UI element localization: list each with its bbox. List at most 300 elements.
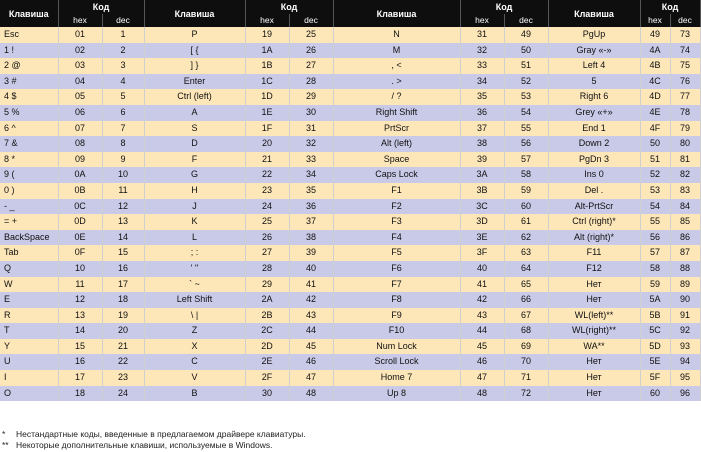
dec-code-cell: 49	[504, 27, 548, 43]
dec-code-cell: 33	[289, 152, 333, 168]
hex-code-cell: 38	[460, 136, 504, 152]
hex-code-cell: 5E	[640, 354, 670, 370]
dec-code-cell: 79	[670, 121, 700, 137]
hex-code-cell: 20	[245, 136, 289, 152]
key-name-cell: , <	[333, 58, 460, 74]
dec-code-cell: 42	[289, 292, 333, 308]
key-name-cell: 7 &	[0, 136, 58, 152]
hex-code-cell: 43	[460, 308, 504, 324]
key-name-cell: F9	[333, 308, 460, 324]
hex-code-cell: 13	[58, 308, 102, 324]
dec-code-cell: 86	[670, 230, 700, 246]
hex-code-cell: 5B	[640, 308, 670, 324]
table-row	[0, 277, 700, 293]
key-name-cell: 5	[548, 74, 640, 90]
table-row	[0, 370, 700, 386]
key-name-cell: F3	[333, 214, 460, 230]
key-name-cell: - _	[0, 199, 58, 215]
key-name-cell: V	[144, 370, 245, 386]
dec-code-cell: 59	[504, 183, 548, 199]
hex-code-cell: 19	[245, 27, 289, 43]
table-body	[0, 27, 700, 401]
table-row	[0, 386, 700, 402]
hex-code-cell: 42	[460, 292, 504, 308]
dec-code-cell: 5	[102, 89, 144, 105]
hex-column-header: hex	[58, 14, 102, 27]
dec-code-cell: 66	[504, 292, 548, 308]
hex-code-cell: 34	[460, 74, 504, 90]
hex-code-cell: 04	[58, 74, 102, 90]
table-row	[0, 308, 700, 324]
key-name-cell: L	[144, 230, 245, 246]
key-name-cell: C	[144, 354, 245, 370]
dec-code-cell: 10	[102, 167, 144, 183]
hex-code-cell: 06	[58, 105, 102, 121]
hex-code-cell: 39	[460, 152, 504, 168]
hex-code-cell: 01	[58, 27, 102, 43]
dec-column-header: dec	[289, 14, 333, 27]
dec-code-cell: 29	[289, 89, 333, 105]
key-name-cell: F2	[333, 199, 460, 215]
hex-code-cell: 1F	[245, 121, 289, 137]
hex-code-cell: 0A	[58, 167, 102, 183]
dec-code-cell: 47	[289, 370, 333, 386]
hex-code-cell: 22	[245, 167, 289, 183]
dec-code-cell: 21	[102, 339, 144, 355]
dec-code-cell: 1	[102, 27, 144, 43]
table-row	[0, 261, 700, 277]
table-row	[0, 89, 700, 105]
key-name-cell: Ctrl (left)	[144, 89, 245, 105]
hex-code-cell: 14	[58, 323, 102, 339]
hex-code-cell: 25	[245, 214, 289, 230]
dec-code-cell: 88	[670, 261, 700, 277]
key-name-cell: 1 !	[0, 43, 58, 59]
key-name-cell: J	[144, 199, 245, 215]
dec-code-cell: 9	[102, 152, 144, 168]
hex-code-cell: 48	[460, 386, 504, 402]
dec-code-cell: 57	[504, 152, 548, 168]
dec-code-cell: 41	[289, 277, 333, 293]
key-name-cell: M	[333, 43, 460, 59]
dec-code-cell: 20	[102, 323, 144, 339]
dec-code-cell: 64	[504, 261, 548, 277]
hex-column-header: hex	[245, 14, 289, 27]
key-name-cell: P	[144, 27, 245, 43]
key-name-cell: 2 @	[0, 58, 58, 74]
hex-code-cell: 0C	[58, 199, 102, 215]
hex-code-cell: 37	[460, 121, 504, 137]
dec-code-cell: 93	[670, 339, 700, 355]
hex-code-cell: 46	[460, 354, 504, 370]
dec-code-cell: 6	[102, 105, 144, 121]
key-name-cell: Alt (left)	[333, 136, 460, 152]
dec-code-cell: 18	[102, 292, 144, 308]
key-name-cell: Alt (right)*	[548, 230, 640, 246]
key-name-cell: Left 4	[548, 58, 640, 74]
dec-code-cell: 58	[504, 167, 548, 183]
key-name-cell: Home 7	[333, 370, 460, 386]
dec-code-cell: 55	[504, 121, 548, 137]
table-header	[0, 0, 700, 27]
hex-code-cell: 4A	[640, 43, 670, 59]
table-row	[0, 74, 700, 90]
hex-code-cell: 31	[460, 27, 504, 43]
key-name-cell: Right 6	[548, 89, 640, 105]
hex-code-cell: 3B	[460, 183, 504, 199]
key-name-cell: 9 (	[0, 167, 58, 183]
hex-code-cell: 3D	[460, 214, 504, 230]
hex-code-cell: 18	[58, 386, 102, 402]
dec-code-cell: 80	[670, 136, 700, 152]
key-name-cell: T	[0, 323, 58, 339]
hex-code-cell: 4C	[640, 74, 670, 90]
dec-code-cell: 26	[289, 43, 333, 59]
hex-code-cell: 08	[58, 136, 102, 152]
hex-code-cell: 54	[640, 199, 670, 215]
key-name-cell: PrtScr	[333, 121, 460, 137]
hex-code-cell: 27	[245, 245, 289, 261]
key-name-cell: Del .	[548, 183, 640, 199]
dec-code-cell: 54	[504, 105, 548, 121]
key-name-cell: F11	[548, 245, 640, 261]
hex-code-cell: 12	[58, 292, 102, 308]
hex-code-cell: 03	[58, 58, 102, 74]
table-row	[0, 354, 700, 370]
hex-code-cell: 21	[245, 152, 289, 168]
key-name-cell: WA**	[548, 339, 640, 355]
code-column-header: Код	[245, 0, 333, 14]
hex-column-header: hex	[460, 14, 504, 27]
table-row	[0, 339, 700, 355]
dec-code-cell: 45	[289, 339, 333, 355]
hex-code-cell: 07	[58, 121, 102, 137]
key-name-cell: E	[0, 292, 58, 308]
hex-code-cell: 28	[245, 261, 289, 277]
hex-code-cell: 24	[245, 199, 289, 215]
hex-code-cell: 17	[58, 370, 102, 386]
dec-code-cell: 7	[102, 121, 144, 137]
hex-code-cell: 51	[640, 152, 670, 168]
dec-code-cell: 90	[670, 292, 700, 308]
key-name-cell: Нет	[548, 386, 640, 402]
table-row	[0, 167, 700, 183]
hex-code-cell: 2D	[245, 339, 289, 355]
key-name-cell: W	[0, 277, 58, 293]
key-name-cell: F1	[333, 183, 460, 199]
key-name-cell: BackSpace	[0, 230, 58, 246]
table-row	[0, 105, 700, 121]
dec-code-cell: 67	[504, 308, 548, 324]
hex-code-cell: 3A	[460, 167, 504, 183]
footnote-mark: **	[2, 440, 9, 450]
hex-code-cell: 57	[640, 245, 670, 261]
dec-code-cell: 89	[670, 277, 700, 293]
key-name-cell: Scroll Lock	[333, 354, 460, 370]
hex-code-cell: 5F	[640, 370, 670, 386]
dec-code-cell: 23	[102, 370, 144, 386]
hex-code-cell: 50	[640, 136, 670, 152]
dec-code-cell: 53	[504, 89, 548, 105]
hex-code-cell: 47	[460, 370, 504, 386]
hex-code-cell: 2F	[245, 370, 289, 386]
dec-code-cell: 78	[670, 105, 700, 121]
key-name-cell: Gray «-»	[548, 43, 640, 59]
hex-code-cell: 4D	[640, 89, 670, 105]
key-name-cell: ' "	[144, 261, 245, 277]
key-name-cell: U	[0, 354, 58, 370]
dec-code-cell: 8	[102, 136, 144, 152]
dec-code-cell: 30	[289, 105, 333, 121]
dec-code-cell: 87	[670, 245, 700, 261]
key-column-header: Клавиша	[548, 0, 640, 27]
key-name-cell: ; :	[144, 245, 245, 261]
hex-code-cell: 3C	[460, 199, 504, 215]
dec-code-cell: 61	[504, 214, 548, 230]
dec-code-cell: 48	[289, 386, 333, 402]
hex-code-cell: 0E	[58, 230, 102, 246]
dec-code-cell: 2	[102, 43, 144, 59]
key-name-cell: F12	[548, 261, 640, 277]
key-name-cell: Q	[0, 261, 58, 277]
table-row	[0, 121, 700, 137]
hex-code-cell: 1B	[245, 58, 289, 74]
key-name-cell: Space	[333, 152, 460, 168]
footnote-text: Нестандартные коды, введенные в предлагаемом драйвере клавиатуры.	[16, 429, 306, 439]
hex-code-cell: 2A	[245, 292, 289, 308]
dec-code-cell: 72	[504, 386, 548, 402]
dec-code-cell: 28	[289, 74, 333, 90]
hex-code-cell: 56	[640, 230, 670, 246]
hex-code-cell: 11	[58, 277, 102, 293]
dec-code-cell: 82	[670, 167, 700, 183]
hex-code-cell: 59	[640, 277, 670, 293]
key-name-cell: Y	[0, 339, 58, 355]
hex-code-cell: 45	[460, 339, 504, 355]
key-name-cell: 5 %	[0, 105, 58, 121]
key-name-cell: ] }	[144, 58, 245, 74]
key-column-header: Клавиша	[333, 0, 460, 27]
key-name-cell: G	[144, 167, 245, 183]
dec-code-cell: 91	[670, 308, 700, 324]
dec-code-cell: 96	[670, 386, 700, 402]
key-name-cell: 4 $	[0, 89, 58, 105]
key-name-cell: Tab	[0, 245, 58, 261]
hex-code-cell: 40	[460, 261, 504, 277]
hex-code-cell: 02	[58, 43, 102, 59]
dec-code-cell: 84	[670, 199, 700, 215]
dec-column-header: dec	[670, 14, 700, 27]
key-name-cell: Num Lock	[333, 339, 460, 355]
dec-code-cell: 39	[289, 245, 333, 261]
key-name-cell: F7	[333, 277, 460, 293]
hex-code-cell: 30	[245, 386, 289, 402]
hex-code-cell: 33	[460, 58, 504, 74]
dec-code-cell: 50	[504, 43, 548, 59]
key-name-cell: A	[144, 105, 245, 121]
key-name-cell: Alt-PrtScr	[548, 199, 640, 215]
key-name-cell: ` ~	[144, 277, 245, 293]
key-name-cell: H	[144, 183, 245, 199]
dec-code-cell: 25	[289, 27, 333, 43]
dec-code-cell: 51	[504, 58, 548, 74]
key-name-cell: \ |	[144, 308, 245, 324]
hex-code-cell: 58	[640, 261, 670, 277]
key-name-cell: / ?	[333, 89, 460, 105]
dec-code-cell: 94	[670, 354, 700, 370]
footnote	[2, 429, 638, 440]
dec-code-cell: 56	[504, 136, 548, 152]
key-name-cell: 6 ^	[0, 121, 58, 137]
hex-code-cell: 5D	[640, 339, 670, 355]
dec-code-cell: 27	[289, 58, 333, 74]
table-row	[0, 245, 700, 261]
hex-code-cell: 23	[245, 183, 289, 199]
key-name-cell: R	[0, 308, 58, 324]
dec-code-cell: 35	[289, 183, 333, 199]
key-name-cell: Up 8	[333, 386, 460, 402]
dec-code-cell: 34	[289, 167, 333, 183]
hex-code-cell: 10	[58, 261, 102, 277]
dec-code-cell: 17	[102, 277, 144, 293]
table-row	[0, 214, 700, 230]
hex-code-cell: 05	[58, 89, 102, 105]
dec-code-cell: 32	[289, 136, 333, 152]
hex-code-cell: 53	[640, 183, 670, 199]
hex-code-cell: 4B	[640, 58, 670, 74]
footnote-mark: *	[2, 429, 6, 439]
hex-code-cell: 1D	[245, 89, 289, 105]
key-name-cell: F4	[333, 230, 460, 246]
table-row	[0, 58, 700, 74]
dec-code-cell: 44	[289, 323, 333, 339]
dec-code-cell: 19	[102, 308, 144, 324]
dec-code-cell: 95	[670, 370, 700, 386]
dec-code-cell: 11	[102, 183, 144, 199]
table-row	[0, 292, 700, 308]
header-row-main	[0, 0, 700, 14]
dec-code-cell: 16	[102, 261, 144, 277]
hex-code-cell: 2E	[245, 354, 289, 370]
dec-code-cell: 71	[504, 370, 548, 386]
key-name-cell: Grey «+»	[548, 105, 640, 121]
key-name-cell: Enter	[144, 74, 245, 90]
key-name-cell: S	[144, 121, 245, 137]
key-name-cell: Нет	[548, 292, 640, 308]
hex-code-cell: 52	[640, 167, 670, 183]
dec-code-cell: 85	[670, 214, 700, 230]
dec-code-cell: 62	[504, 230, 548, 246]
dec-code-cell: 73	[670, 27, 700, 43]
key-name-cell: Left Shift	[144, 292, 245, 308]
key-name-cell: F8	[333, 292, 460, 308]
key-name-cell: WL(right)**	[548, 323, 640, 339]
hex-code-cell: 1C	[245, 74, 289, 90]
hex-code-cell: 15	[58, 339, 102, 355]
hex-code-cell: 49	[640, 27, 670, 43]
key-column-header: Клавиша	[0, 0, 58, 27]
table-row	[0, 199, 700, 215]
dec-code-cell: 43	[289, 308, 333, 324]
key-name-cell: Caps Lock	[333, 167, 460, 183]
dec-code-cell: 37	[289, 214, 333, 230]
key-name-cell: = +	[0, 214, 58, 230]
key-name-cell: 0 )	[0, 183, 58, 199]
dec-code-cell: 22	[102, 354, 144, 370]
hex-code-cell: 2C	[245, 323, 289, 339]
key-name-cell: 3 #	[0, 74, 58, 90]
key-name-cell: I	[0, 370, 58, 386]
dec-code-cell: 38	[289, 230, 333, 246]
hex-code-cell: 44	[460, 323, 504, 339]
hex-code-cell: 09	[58, 152, 102, 168]
dec-code-cell: 31	[289, 121, 333, 137]
dec-code-cell: 4	[102, 74, 144, 90]
dec-code-cell: 63	[504, 245, 548, 261]
key-name-cell: F10	[333, 323, 460, 339]
table-row	[0, 136, 700, 152]
hex-code-cell: 26	[245, 230, 289, 246]
dec-code-cell: 14	[102, 230, 144, 246]
hex-code-cell: 55	[640, 214, 670, 230]
hex-code-cell: 0D	[58, 214, 102, 230]
key-name-cell: PgUp	[548, 27, 640, 43]
key-column-header: Клавиша	[144, 0, 245, 27]
dec-code-cell: 81	[670, 152, 700, 168]
code-column-header: Код	[640, 0, 700, 14]
key-name-cell: B	[144, 386, 245, 402]
key-name-cell: F6	[333, 261, 460, 277]
hex-code-cell: 3F	[460, 245, 504, 261]
dec-code-cell: 76	[670, 74, 700, 90]
hex-code-cell: 5C	[640, 323, 670, 339]
table-row	[0, 323, 700, 339]
key-name-cell: N	[333, 27, 460, 43]
key-name-cell: Ins 0	[548, 167, 640, 183]
key-name-cell: Нет	[548, 354, 640, 370]
hex-code-cell: 29	[245, 277, 289, 293]
dec-code-cell: 83	[670, 183, 700, 199]
dec-code-cell: 77	[670, 89, 700, 105]
key-name-cell: Right Shift	[333, 105, 460, 121]
dec-code-cell: 40	[289, 261, 333, 277]
hex-code-cell: 4F	[640, 121, 670, 137]
dec-code-cell: 68	[504, 323, 548, 339]
dec-code-cell: 69	[504, 339, 548, 355]
key-name-cell: O	[0, 386, 58, 402]
hex-code-cell: 35	[460, 89, 504, 105]
key-name-cell: F	[144, 152, 245, 168]
key-name-cell: Нет	[548, 277, 640, 293]
key-name-cell: Z	[144, 323, 245, 339]
hex-code-cell: 16	[58, 354, 102, 370]
dec-code-cell: 52	[504, 74, 548, 90]
table-row	[0, 43, 700, 59]
dec-code-cell: 24	[102, 386, 144, 402]
hex-code-cell: 60	[640, 386, 670, 402]
dec-code-cell: 36	[289, 199, 333, 215]
dec-code-cell: 15	[102, 245, 144, 261]
hex-code-cell: 4E	[640, 105, 670, 121]
dec-code-cell: 70	[504, 354, 548, 370]
hex-code-cell: 1E	[245, 105, 289, 121]
dec-code-cell: 3	[102, 58, 144, 74]
key-name-cell: Ctrl (right)*	[548, 214, 640, 230]
key-name-cell: 8 *	[0, 152, 58, 168]
dec-code-cell: 13	[102, 214, 144, 230]
key-name-cell: Esc	[0, 27, 58, 43]
key-name-cell: Нет	[548, 370, 640, 386]
